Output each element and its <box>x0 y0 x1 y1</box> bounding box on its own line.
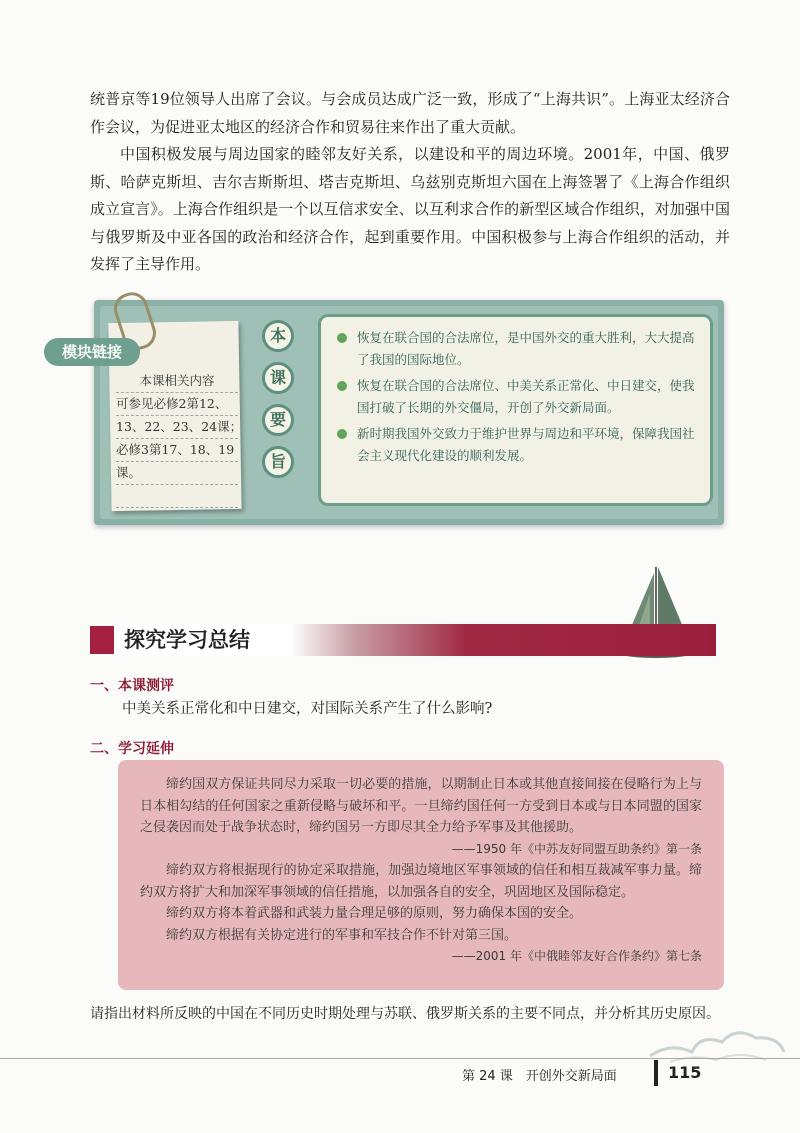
material-source: ——2001 年《中俄睦邻友好合作条约》第七条 <box>451 949 702 963</box>
module-link-line: 13、22、23、24课； <box>116 416 238 439</box>
gist-char: 本 <box>262 320 294 352</box>
gist-item: 恢复在联合国的合法席位，是中国外交的重大胜利，大大提高了我国的国际地位。 <box>335 327 696 371</box>
section-marker <box>90 626 114 654</box>
material-source: ——1950 年《中苏友好同盟互助条约》第一条 <box>451 841 702 856</box>
material-paragraph: 缔约双方根据有关协定进行的军事和军技合作不针对第三国。 <box>166 927 518 943</box>
material-paragraph: 缔约双方将根据现行的协定采取措施，加强边境地区军事领域的信任和相互裁减军事力量。缔约双方将扩大和加深军事领域的信任措施，以加强各自的安全，巩固地区及国际稳定。 <box>140 863 702 900</box>
gist-char: 旨 <box>262 446 294 478</box>
gist-item: 新时期我国外交致力于维护世界与周边和平环境，保障我国社会主义现代化建设的顺利发展。 <box>335 423 696 467</box>
assessment-question: 中美关系正常化和中日建交，对国际关系产生了什么影响? <box>122 701 493 717</box>
page-number: 115 <box>668 1063 702 1082</box>
module-link-title: 模块链接 <box>44 338 140 366</box>
intro-paragraph-1: 统普京等19位领导人出席了会议。与会成员达成广泛一致，形成了“上海共识”。上海亚太经济合作会议，为促进亚太地区的经济合作和贸易往来作出了重大贡献。 <box>90 90 730 136</box>
lesson-gist-box <box>318 314 713 506</box>
intro-text <box>90 86 730 279</box>
footer-rule <box>0 1058 800 1059</box>
gist-item: 恢复在联合国的合法席位、中美关系正常化、中日建交，使我国打破了长期的外交僵局，开创了外交新局面。 <box>335 375 696 419</box>
footer-separator <box>654 1060 658 1086</box>
subheading-extension: 二、学习延伸 <box>90 741 174 757</box>
bullet-icon <box>337 381 347 391</box>
module-link-line: 必修3第17、18、19 <box>116 439 238 462</box>
subheading-assessment: 一、本课测评 <box>90 678 174 694</box>
bullet-icon <box>337 429 347 439</box>
section-title: 探究学习总结 <box>124 628 250 652</box>
gist-char: 要 <box>262 404 294 436</box>
bullet-icon <box>337 333 347 343</box>
intro-paragraph-2: 中国积极发展与周边国家的睦邻友好关系，以建设和平的周边环境。2001年，中国、俄罗斯、哈萨克斯坦、吉尔吉斯斯坦、塔吉克斯坦、乌兹别克斯坦六国在上海签署了《上海合作组织成立宣言》。上海合作组织是一个以互信求安全、以互利求合作的新型区域合作组织，对加强中国与俄罗斯及中亚各国的政治和经济合作，起到重要作用。中国积极参与上海合作组织的活动，并发挥了主导作用。 <box>90 145 730 273</box>
lesson-gist-label <box>262 320 302 488</box>
reading-material-box <box>118 760 724 990</box>
material-paragraph: 缔约双方将本着武器和武装力量合理足够的原则，努力确保本国的安全。 <box>166 906 583 921</box>
module-link-line: 课。 <box>116 462 238 485</box>
cloud-ornament-icon <box>640 1012 790 1072</box>
module-link-line: 可参见必修2第12、 <box>116 393 238 416</box>
gist-char: 课 <box>262 362 294 394</box>
footer-lesson-title: 第 24 课 开创外交新局面 <box>462 1069 617 1084</box>
module-link-line: 本课相关内容 <box>116 370 238 393</box>
module-link-lines <box>116 370 243 508</box>
material-paragraph: 缔约国双方保证共同尽力采取一切必要的措施，以期制止日本或其他直接间接在侵略行为上与日本相勾结的任何国家之重新侵略与破坏和平。一旦缔约国任何一方受到日本或与日本同盟的国家之侵袭因而处于战争状态时，缔约国另一方即尽其全力给予军事及其他援助。 <box>140 777 702 835</box>
task-question: 请指出材料所反映的中国在不同历史时期处理与苏联、俄罗斯关系的主要不同点，并分析其历史原因。 <box>90 1006 720 1022</box>
module-link-line <box>116 485 238 508</box>
